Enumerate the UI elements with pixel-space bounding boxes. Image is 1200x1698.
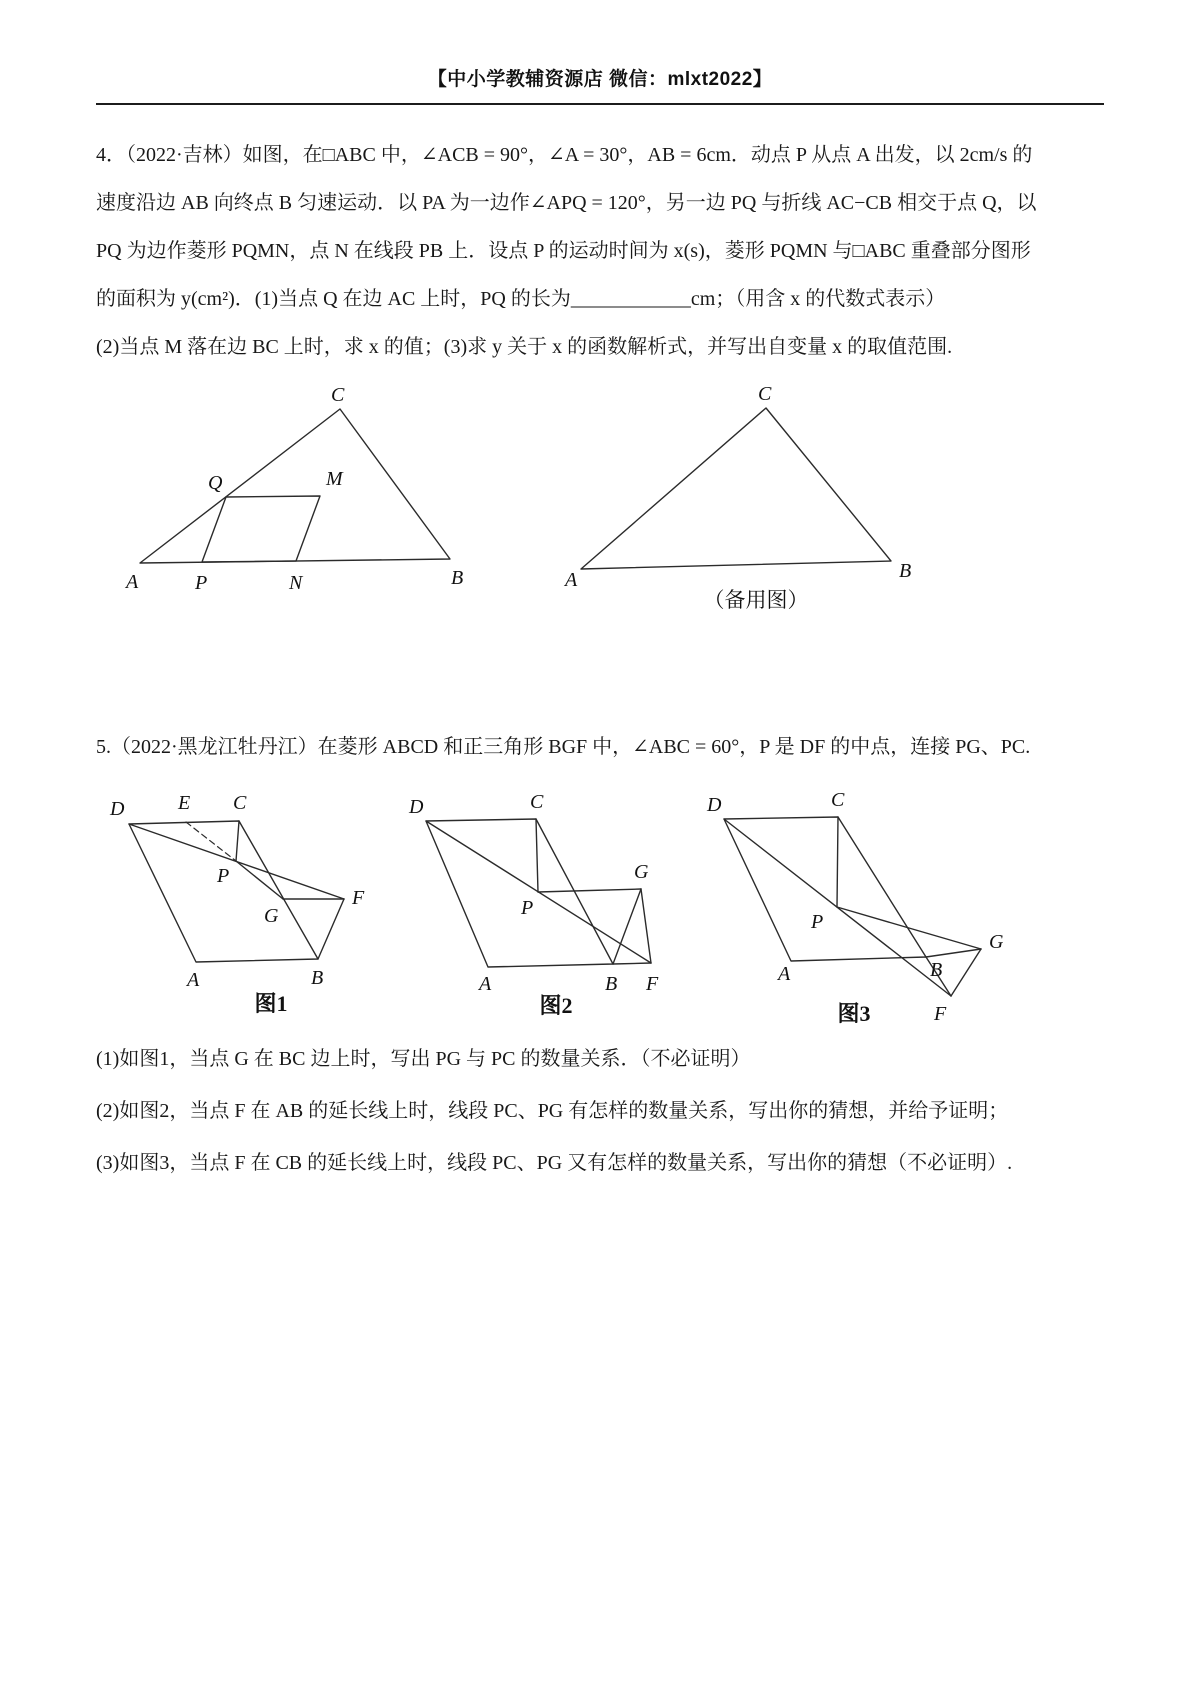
label-a: A [778, 963, 791, 985]
label-e: E [178, 792, 191, 814]
problem-5-question-1: (1)如图1，当点 G 在 BC 边上时，写出 PG 与 PC 的数量关系．（不必证明） [96, 1048, 751, 1070]
label-c: C [331, 384, 345, 406]
spare-figure-wrap [556, 381, 921, 621]
label-b: B [451, 567, 464, 589]
label-p: P [811, 911, 824, 933]
figure-1-rhombus-g-on-bc [96, 781, 396, 1021]
segment-bf-extension [613, 963, 651, 964]
problem-4-text-line-3: PQ 为边作菱形 PQMN，点 N 在线段 PB 上．设点 P 的运动时间为 x(s)，菱形 PQMN 与□ABC 重叠部分图形 [96, 240, 1031, 262]
segment-bf [318, 899, 344, 959]
rhombus-abcd-outline [426, 819, 613, 967]
label-n: N [289, 572, 303, 594]
segment-pg [236, 861, 283, 899]
label-f: F [352, 887, 365, 909]
problem-5-question-3: (3)如图3，当点 F 在 CB 的延长线上时，线段 PC、PG 又有怎样的数量关系，写出你的猜想（不必证明）. [96, 1152, 1013, 1174]
spare-triangle-outline [581, 408, 891, 569]
label-c: C [530, 791, 544, 813]
figure-3-caption: 图3 [837, 1001, 871, 1026]
figure-triangle-with-rhombus [100, 381, 500, 606]
label-f: F [646, 973, 659, 995]
problem-5-figures [96, 781, 1104, 1031]
problem-4-text-line-1: 4．（2022·吉林）如图，在□ABC 中，∠ACB = 90°，∠A = 30°，AB = 6cm．动点 P 从点 A 出发，以 2cm/s 的 [96, 144, 1033, 166]
problem-4 [96, 141, 1104, 621]
figure-spare-triangle [556, 381, 921, 616]
label-c: C [831, 789, 845, 811]
problem-5-intro: 5.（2022·黑龙江牡丹江）在菱形 ABCD 和正三角形 BGF 中，∠ABC = 60°，P 是 DF 的中点，连接 PG、PC. [96, 736, 1031, 758]
rhombus-abcd-outline [129, 821, 318, 962]
problem-4-text-line-2: 速度沿边 AB 向终点 B 匀速运动．以 PA 为一边作∠APQ = 120°，另一边 PQ 与折线 AC−CB 相交于点 Q，以 [96, 192, 1037, 214]
label-p: P [217, 865, 230, 887]
figure-2-caption: 图2 [539, 993, 573, 1018]
label-b: B [930, 959, 943, 981]
problem-4-text-line-5: (2)当点 M 落在边 BC 上时，求 x 的值；(3)求 y 关于 x 的函数解析式，并写出自变量 x 的取值范围. [96, 336, 953, 358]
label-c: C [233, 792, 247, 814]
label-d: D [409, 796, 424, 818]
label-m: M [326, 468, 343, 490]
segment-bg [926, 949, 981, 957]
problem-4-figures [100, 381, 1104, 621]
label-b: B [605, 973, 618, 995]
spare-figure-caption: （备用图） [703, 588, 809, 612]
segment-ep-dashed [186, 822, 236, 861]
label-d: D [707, 794, 722, 816]
label-a: A [565, 569, 578, 591]
label-g: G [634, 861, 649, 883]
segment-cp [837, 817, 838, 907]
figure-3-f-on-cb-extension [696, 781, 1016, 1031]
label-d: D [110, 798, 125, 820]
triangle-abc-outline [140, 409, 450, 563]
rhombus-pqmn-outline [202, 496, 320, 562]
segment-cp [236, 821, 239, 861]
segment-gf [951, 949, 981, 996]
rhombus-abcd-outline [724, 817, 926, 961]
label-p: P [195, 572, 208, 594]
label-a: A [479, 973, 492, 995]
problem-5 [96, 733, 1104, 1177]
figure-2-f-on-ab-extension [396, 781, 696, 1021]
label-p: P [521, 897, 534, 919]
label-a: A [187, 969, 200, 991]
store-watermark-title: 【中小学教辅资源店 微信：mlxt2022】 [427, 69, 773, 90]
label-q: Q [208, 472, 223, 494]
label-b: B [899, 560, 912, 582]
segment-cp [536, 819, 538, 892]
segment-gf [641, 889, 651, 963]
segment-pg [837, 907, 981, 949]
problem-5-question-2: (2)如图2，当点 F 在 AB 的延长线上时，线段 PC、PG 有怎样的数量关系，写出你的猜想，并给予证明； [96, 1100, 1009, 1122]
label-a: A [126, 571, 139, 593]
segment-bg [613, 889, 641, 964]
label-g: G [989, 931, 1004, 953]
label-f: F [934, 1003, 947, 1025]
label-b: B [311, 967, 324, 989]
label-g: G [264, 905, 279, 927]
header-divider [96, 103, 1104, 105]
page-header [96, 64, 1104, 105]
figure-1-caption: 图1 [254, 991, 288, 1016]
label-c: C [758, 383, 772, 405]
problem-4-text-line-4: 的面积为 y(cm²)．(1)当点 Q 在边 AC 上时，PQ 的长为____________cm；（用含 x 的代数式表示） [96, 288, 946, 310]
segment-pg [538, 889, 641, 892]
